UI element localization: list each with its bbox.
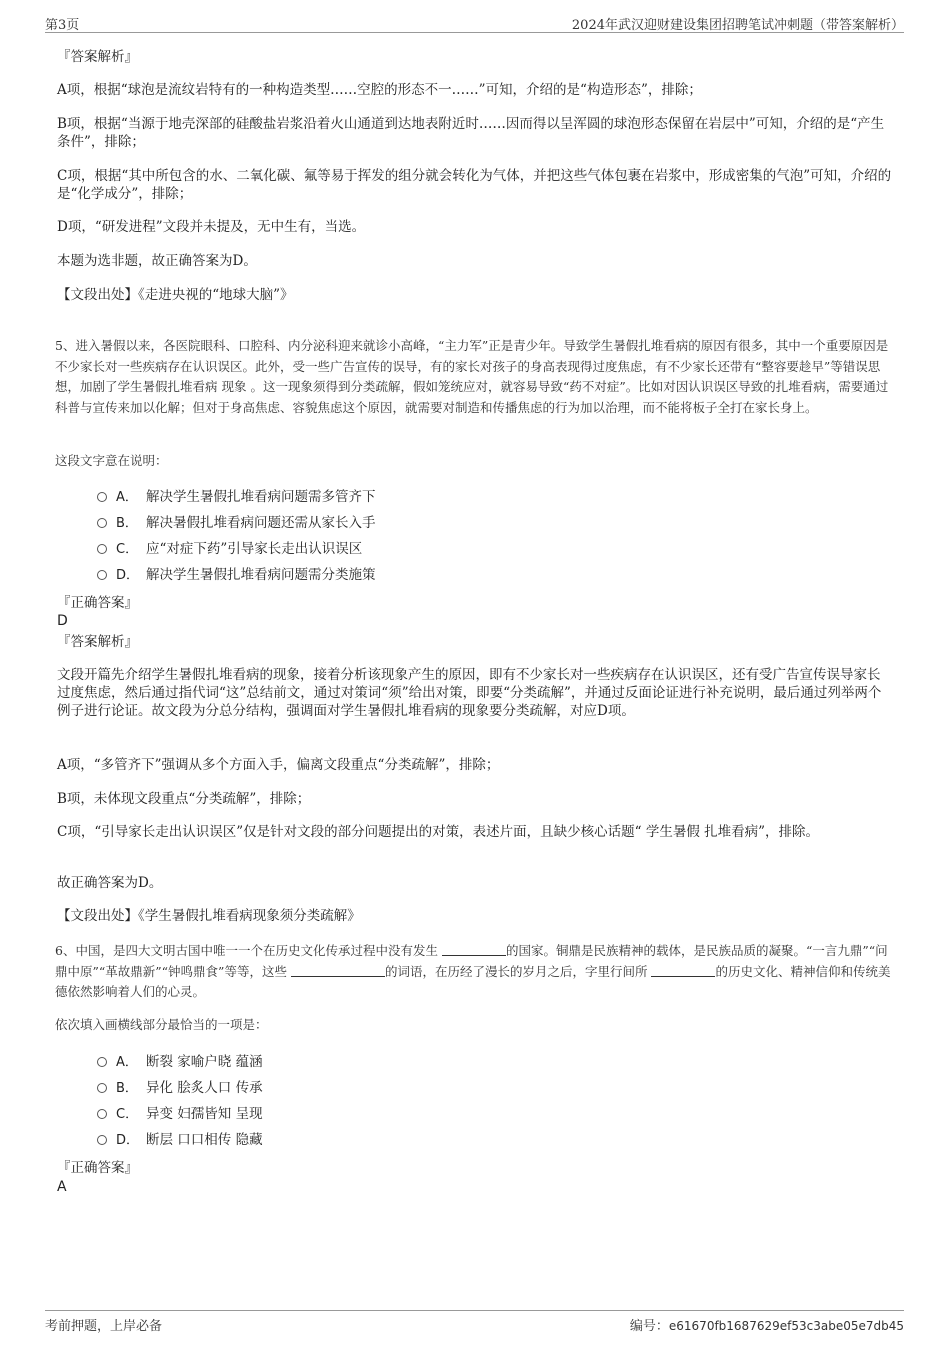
q5-stem: 5、进入暑假以来，各医院眼科、口腔科、内分泌科迎来就诊小高峰，“主力军”正是青少年。导致学生暑假扎堆看病的原因有很多，其中一个重要原因是不少家长对一些疾病存在认识误区。此外，受一些广告宣传的误导，有的家长对孩子的身高表现得过度焦虑，有不少家长还带有“整容要趁早”等错误思想，加剧了学生暑假扎堆看病 现象 。这一现象须得到分类疏解，假如笼统应对，就容易导致“药不对症”。比如对因认识误区导致的扎堆看病，需要通过科普与宣传来加以化解；但对于身高焦虑、容貌焦虑这个原因，就需要对制造和传播焦虑的行为加以治理，而不能将板子全打在家长身上。 [55, 338, 889, 415]
blank-1 [442, 943, 506, 956]
q5-correct-label: 『正确答案』 [57, 595, 138, 611]
radio-icon[interactable] [97, 544, 107, 554]
footer-divider [45, 1310, 904, 1311]
q4-analysis-c: C项，根据“其中所包含的水、二氧化碳、氟等易于挥发的组分就会转化为气体，并把这些气体包裹在岩浆中，形成密集的气泡”可知，介绍的是“化学成分”，排除； [57, 168, 892, 202]
q6-prompt: 依次填入画横线部分最恰当的一项是： [55, 1017, 268, 1032]
q5-analysis-label: 『答案解析』 [57, 634, 138, 650]
q5-analysis-a: A项，“多管齐下”强调从多个方面入手，偏离文段重点“分类疏解”，排除； [57, 757, 500, 773]
radio-icon[interactable] [97, 1135, 107, 1145]
q5-analysis-b: B项，未体现文段重点“分类疏解”，排除； [57, 791, 311, 807]
q5-analysis-c: C项，“引导家长走出认识误区”仅是针对文段的部分问题提出的对策，表述片面，且缺少核心话题“ 学生暑假 扎堆看病”，排除。 [57, 824, 820, 840]
q6-correct-label: 『正确答案』 [57, 1160, 138, 1176]
q6-option-c[interactable]: C． 异变 妇孺皆知 呈现 [97, 1105, 263, 1124]
q5-correct-answer: D [57, 613, 68, 629]
page-number: 第3页 [45, 18, 80, 33]
q5-analysis-main: 文段开篇先介绍学生暑假扎堆看病的现象，接着分析该现象产生的原因，即有不少家长对一些疾病存在认识误区，还有受广告宣传误导家长过度焦虑，然后通过指代词“这”总结前文，通过对策词“须”给出对策，即要“分类疏解”，并通过反面论证进行补充说明，最后通过列举两个例子进行论证。故文段为分总分结构，强调面对学生暑假扎堆看病的现象要分类疏解，对应D项。 [57, 667, 882, 719]
q6-stem: 6、中国，是四大文明古国中唯一一个在历史文化传承过程中没有发生 的国家。铜鼎是民族精神的载体，是民族品质的凝聚。“一言九鼎”“问鼎中原”“革故鼎新”“钟鸣鼎食”等等，这些 的词语，在历经了漫长的岁月之后，字里行间所 的历史文化、精神信仰和传统美德依然影响着人们的心灵。 [55, 943, 891, 999]
radio-icon[interactable] [97, 1083, 107, 1093]
footer-slogan: 考前押题，上岸必备 [45, 1319, 163, 1334]
q5-option-b[interactable]: B． 解决暑假扎堆看病问题还需从家长入手 [97, 514, 376, 533]
q4-analysis-label: 『答案解析』 [57, 49, 138, 65]
q4-conclusion: 本题为选非题，故正确答案为D。 [57, 253, 257, 269]
header-divider [45, 32, 904, 33]
document-title: 2024年武汉迎财建设集团招聘笔试冲刺题（带答案解析） [571, 18, 904, 33]
blank-3 [651, 964, 715, 977]
q5-option-c[interactable]: C． 应“对症下药”引导家长走出认识误区 [97, 540, 362, 559]
q5-conclusion: 故正确答案为D。 [57, 875, 163, 891]
q5-option-a[interactable]: A． 解决学生暑假扎堆看病问题需多管齐下 [97, 488, 376, 507]
q5-source: 【文段出处】《学生暑假扎堆看病现象须分类疏解》 [57, 908, 361, 924]
q4-analysis-a: A项，根据“球泡是流纹岩特有的一种构造类型……空腔的形态不一……”可知，介绍的是“构造形态”，排除； [57, 82, 702, 98]
document-code: 编号：e61670fb1687629ef53c3abe05e7db45 [629, 1319, 904, 1334]
q4-analysis-b: B项，根据“当源于地壳深部的硅酸盐岩浆沿着火山通道到达地表附近时……因而得以呈浑圆的球泡形态保留在岩层中”可知，介绍的是“产生条件”，排除； [57, 116, 885, 150]
radio-icon[interactable] [97, 492, 107, 502]
q6-option-a[interactable]: A． 断裂 家喻户晓 蕴涵 [97, 1053, 263, 1072]
q6-correct-answer: A [57, 1179, 67, 1195]
q4-source: 【文段出处】《走进央视的“地球大脑”》 [57, 287, 294, 303]
radio-icon[interactable] [97, 518, 107, 528]
radio-icon[interactable] [97, 570, 107, 580]
blank-2 [291, 964, 385, 977]
q6-option-d[interactable]: D． 断层 口口相传 隐藏 [97, 1131, 263, 1150]
q6-option-b[interactable]: B． 异化 脍炙人口 传承 [97, 1079, 263, 1098]
q5-prompt: 这段文字意在说明： [55, 453, 168, 468]
radio-icon[interactable] [97, 1109, 107, 1119]
radio-icon[interactable] [97, 1057, 107, 1067]
q5-option-d[interactable]: D． 解决学生暑假扎堆看病问题需分类施策 [97, 566, 376, 585]
q4-analysis-d: D项，“研发进程”文段并未提及，无中生有，当选。 [57, 219, 366, 235]
